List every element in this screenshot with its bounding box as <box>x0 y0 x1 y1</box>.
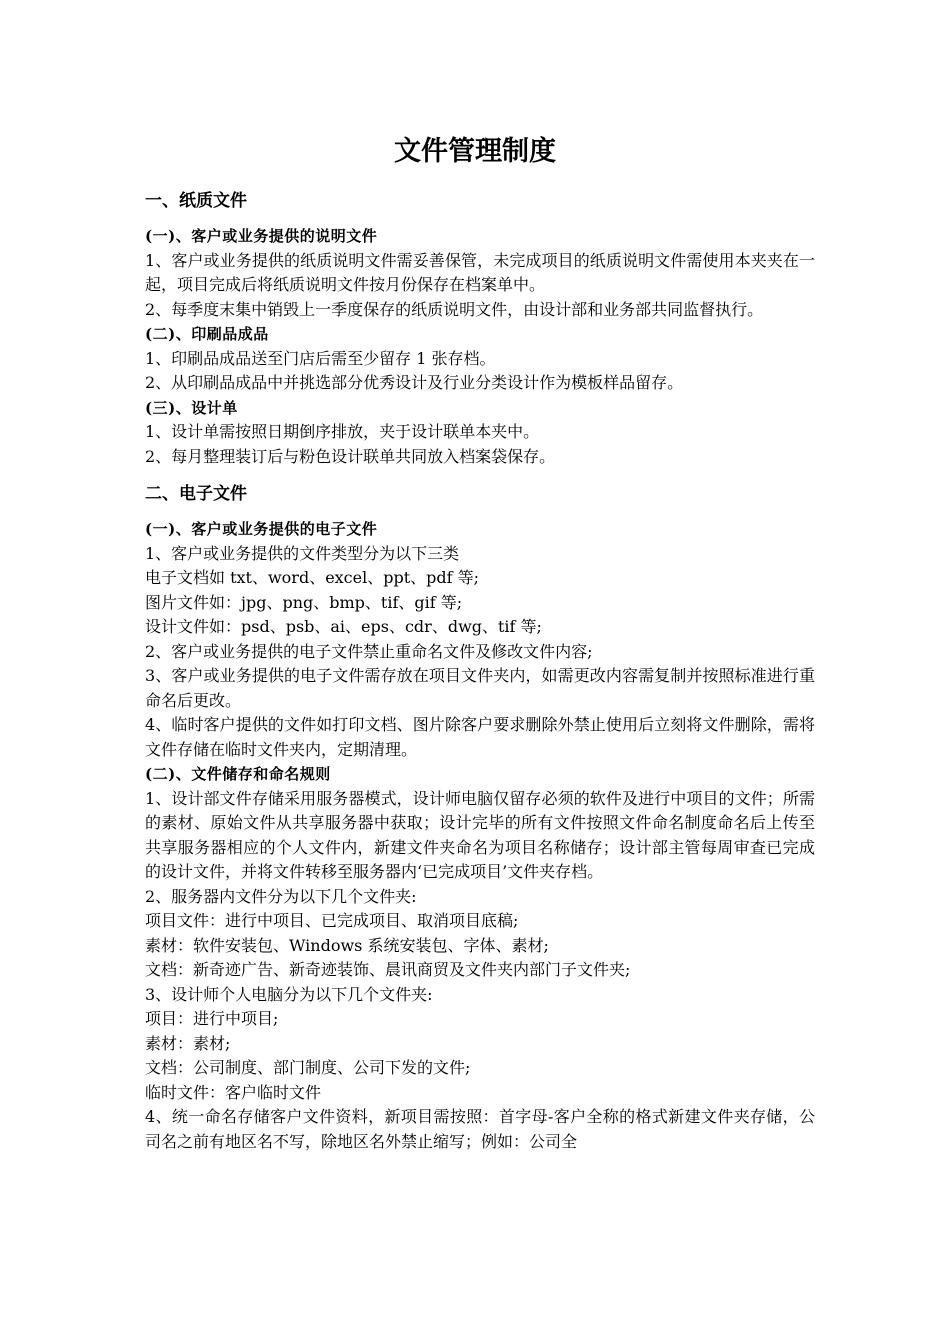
paragraph: 4、统一命名存储客户文件资料，新项目需按照：首字母-客户全称的格式新建文件夹存储，公司名之前有地区名不写，除地区名外禁止缩写；例如：公司全 <box>145 1107 815 1151</box>
paragraph: 项目文件：进行中项目、已完成项目、取消项目底稿; <box>145 911 519 930</box>
paragraph: 2、服务器内文件分为以下几个文件夹: <box>145 886 417 906</box>
paragraph: 4、临时客户提供的文件如打印文档、图片除客户要求删除外禁止使用后立刻将文件删除，需将文件存储在临时文件夹内，定期清理。 <box>145 715 815 759</box>
subsection-heading: (二)、印刷品成品 <box>145 325 269 343</box>
subsection-design-orders <box>145 396 815 470</box>
paragraph: 2、从印刷品成品中并挑选部分优秀设计及行业分类设计作为模板样品留存。 <box>145 373 684 392</box>
subsection-heading: (一)、客户或业务提供的电子文件 <box>145 520 378 538</box>
paragraph: 文档：公司制度、部门制度、公司下发的文件; <box>145 1058 471 1077</box>
paragraph: 文档：新奇迹广告、新奇迹装饰、晨讯商贸及文件夹内部门子文件夹; <box>145 960 631 979</box>
subsection-storage-naming-rules <box>145 762 815 1154</box>
paragraph: 1、客户或业务提供的纸质说明文件需妥善保管，未完成项目的纸质说明文件需使用本夹夹在一起，项目完成后将纸质说明文件按月份保存在档案单中。 <box>145 250 815 294</box>
paragraph: 3、设计师个人电脑分为以下几个文件夹: <box>145 984 433 1004</box>
paragraph: 设计文件如：psd、psb、ai、eps、cdr、dwg、tif 等; <box>145 617 542 636</box>
paragraph: 1、客户或业务提供的文件类型分为以下三类 <box>145 543 460 563</box>
subsection-heading: (一)、客户或业务提供的说明文件 <box>145 227 378 245</box>
page-title: 文件管理制度 <box>394 136 556 167</box>
section-heading-electronic-files: 二、电子文件 <box>145 484 247 504</box>
paragraph: 2、每季度末集中销毁上一季度保存的纸质说明文件，由设计部和业务部共同监督执行。 <box>145 299 764 319</box>
paragraph: 素材：素材; <box>145 1033 231 1053</box>
paragraph: 临时文件：客户临时文件 <box>145 1082 322 1102</box>
subsection-heading: (二)、文件储存和命名规则 <box>145 765 331 783</box>
document-body <box>145 186 815 1154</box>
paragraph: 1、印刷品成品送至门店后需至少留存 1 张存档。 <box>145 348 496 368</box>
subsection-client-instructions <box>145 224 815 322</box>
subsection-printed-products <box>145 322 815 396</box>
paragraph: 素材：软件安装包、Windows 系统安装包、字体、素材; <box>145 935 549 955</box>
paragraph: 2、每月整理装订后与粉色设计联单共同放入档案袋保存。 <box>145 446 556 466</box>
paragraph: 图片文件如：jpg、png、bmp、tif、gif 等; <box>145 592 463 612</box>
paragraph: 1、设计单需按照日期倒序排放，夹于设计联单本夹中。 <box>145 422 540 441</box>
section-heading-paper-files: 一、纸质文件 <box>145 191 247 211</box>
paragraph: 1、设计部文件存储采用服务器模式，设计师电脑仅留存必须的软件及进行中项目的文件；所需的素材、原始文件从共享服务器中获取；设计完毕的所有文件按照文件命名制度命名后上传至共享服务器相应的个人文件内，新建文件夹命名为项目名称储存；设计部主管每周审查已完成的设计文件，并将文件转移至服务器内‘已完成项目’文件夹存档。 <box>145 788 815 881</box>
paragraph: 项目：进行中项目; <box>145 1009 279 1028</box>
subsection-client-electronic-files <box>145 517 815 762</box>
subsection-heading: (三)、设计单 <box>145 398 238 417</box>
paragraph: 2、客户或业务提供的电子文件禁止重命名文件及修改文件内容; <box>145 641 593 661</box>
paragraph: 3、客户或业务提供的电子文件需存放在项目文件夹内，如需更改内容需复制并按照标准进行重命名后更改。 <box>145 666 815 710</box>
paragraph: 电子文档如 txt、word、excel、ppt、pdf 等; <box>145 568 480 587</box>
